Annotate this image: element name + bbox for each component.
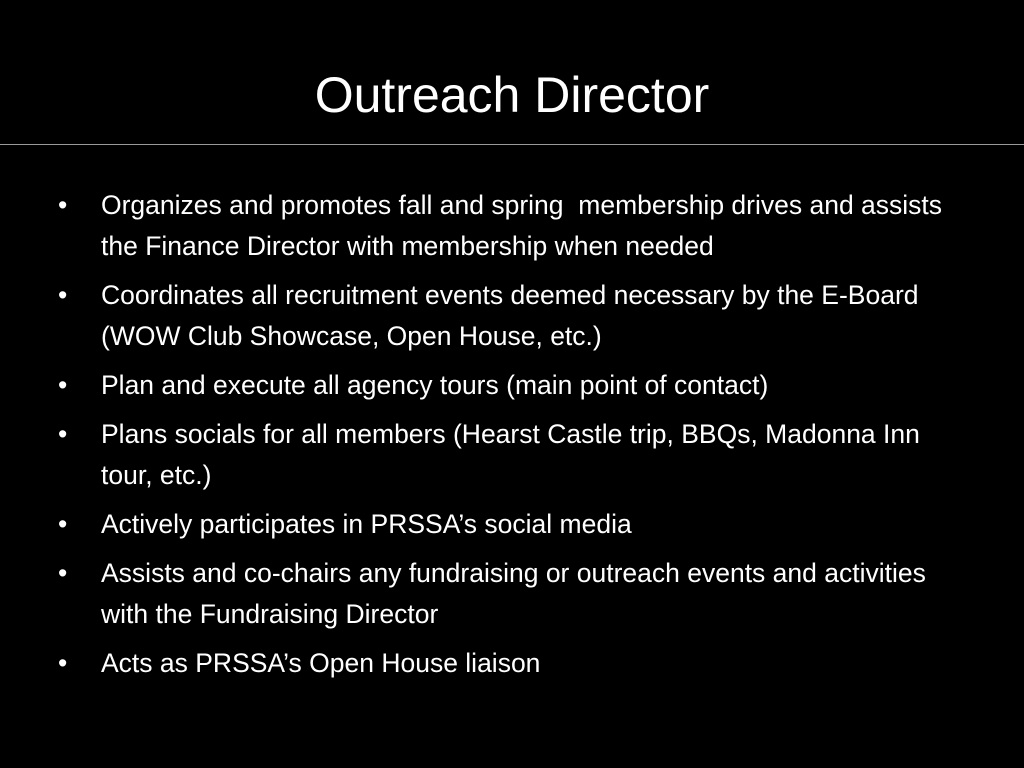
bullet-text: Coordinates all recruitment events deemed necessary by the E-Board (WOW Club Showcase, Open House, etc.): [101, 280, 919, 351]
bullet-text: Plan and execute all agency tours (main point of contact): [101, 370, 769, 400]
bullet-text: Actively participates in PRSSA’s social media: [101, 509, 632, 539]
bullet-dot-icon: •: [58, 280, 68, 310]
bullet-item: [58, 504, 958, 545]
bullet-item: [58, 553, 958, 635]
bullet-item: [58, 275, 958, 357]
bullet-item: [58, 365, 958, 406]
bullet-item: [58, 185, 958, 267]
bullet-item: [58, 643, 958, 684]
bullet-text: Plans socials for all members (Hearst Castle trip, BBQs, Madonna Inn tour, etc.): [101, 419, 920, 490]
slide-title: Outreach Director: [314, 67, 710, 123]
bullet-item: [58, 414, 958, 496]
title-divider: [0, 144, 1024, 145]
bullet-list: [58, 185, 958, 692]
bullet-text: Organizes and promotes fall and spring membership drives and assists the Finance Director with membership when needed: [101, 190, 950, 261]
bullet-dot-icon: •: [58, 190, 68, 220]
bullet-dot-icon: •: [58, 509, 68, 539]
bullet-dot-icon: •: [58, 419, 68, 449]
bullet-text: Acts as PRSSA’s Open House liaison: [101, 648, 541, 678]
bullet-dot-icon: •: [58, 370, 68, 400]
bullet-text: Assists and co-chairs any fundraising or outreach events and activities with the Fundraising Director: [101, 558, 926, 629]
bullet-dot-icon: •: [58, 648, 68, 678]
bullet-dot-icon: •: [58, 558, 68, 588]
